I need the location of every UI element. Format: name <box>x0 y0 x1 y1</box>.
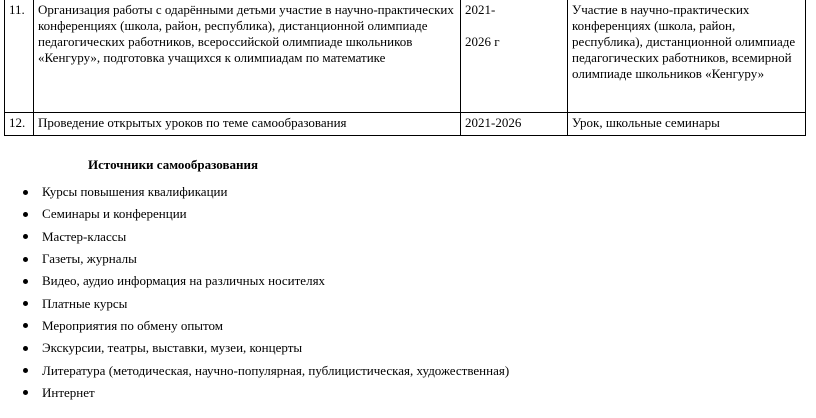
table-row <box>5 113 806 136</box>
period-start: 2021- <box>465 2 496 17</box>
list-item-label: Семинары и конференции <box>42 206 187 222</box>
row-outcome: Участие в научно-практических конференциях (школа, район, республика), дистанционной олимпиаде педагогических работников, всемирной олимпиаде школьников «Кенгуру» <box>568 0 806 113</box>
list-item <box>20 248 509 270</box>
table-row <box>5 0 806 113</box>
row-period: 2021-2026 <box>461 113 568 136</box>
list-item-label: Газеты, журналы <box>42 251 137 267</box>
bullet-icon <box>23 190 28 195</box>
list-item <box>20 337 509 359</box>
row-period <box>461 0 568 113</box>
row-description: Организация работы с одарёнными детьми участие в научно-практических конференциях (школа, район, республика), дистанционной олимпиаде педагогических работников, всероссийской олимпиаде школьников «Кенгуру», подготовка учащихся к олимпиадам по математике <box>34 0 461 113</box>
row-description: Проведение открытых уроков по теме самообразования <box>34 113 461 136</box>
list-item <box>20 181 509 203</box>
bullet-icon <box>23 346 28 351</box>
bullet-icon <box>23 257 28 262</box>
list-item-label: Платные курсы <box>42 295 128 311</box>
list-item <box>20 315 509 337</box>
list-item-label: Экскурсии, театры, выставки, музеи, концерты <box>42 340 303 356</box>
row-number: 12. <box>5 113 34 136</box>
bullet-icon <box>23 323 28 328</box>
bullet-icon <box>23 301 28 306</box>
bullet-icon <box>23 234 28 239</box>
list-item <box>20 226 509 248</box>
plan-table <box>4 0 806 136</box>
list-item <box>20 270 509 292</box>
sources-section <box>20 157 509 404</box>
row-outcome: Урок, школьные семинары <box>568 113 806 136</box>
list-item-label: Видео, аудио информация на различных носителях <box>42 273 326 289</box>
sources-list <box>20 181 509 404</box>
list-item <box>20 292 509 314</box>
period-end: 2026 г <box>465 34 500 49</box>
list-item-label: Интернет <box>42 384 95 400</box>
list-item-label: Мастер-классы <box>42 228 127 244</box>
sources-title: Источники самообразования <box>88 157 259 172</box>
list-item <box>20 359 509 381</box>
bullet-icon <box>23 279 28 284</box>
bullet-icon <box>23 212 28 217</box>
row-number: 11. <box>5 0 34 113</box>
list-item-label: Мероприятия по обмену опытом <box>42 317 223 333</box>
list-item-label: Литература (методическая, научно-популярная, публицистическая, художественная) <box>42 362 510 378</box>
list-item-label: Курсы повышения квалификации <box>42 184 228 200</box>
bullet-icon <box>23 368 28 373</box>
bullet-icon <box>23 390 28 395</box>
list-item <box>20 382 509 404</box>
list-item <box>20 203 509 225</box>
